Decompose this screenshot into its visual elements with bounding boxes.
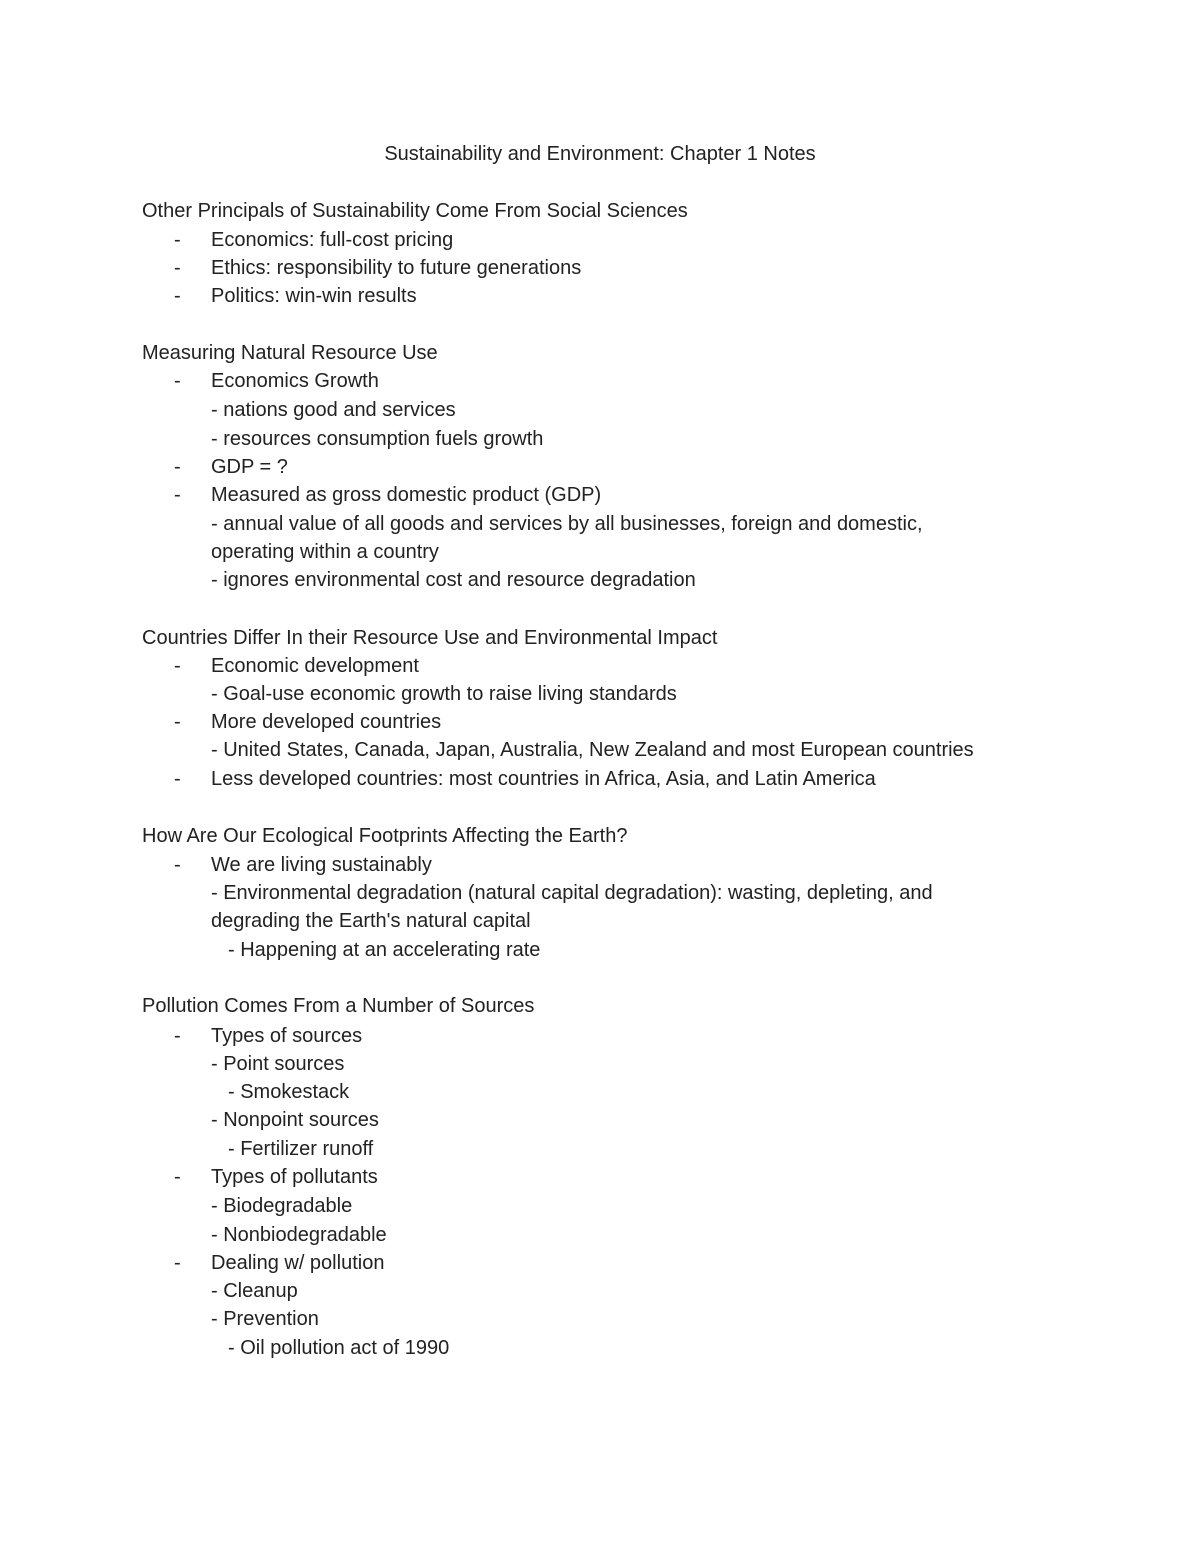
sub-bullet-item: - annual value of all goods and services by all businesses, foreign and domestic,	[211, 513, 923, 535]
bullet-item: Economics: full-cost pricing	[211, 229, 454, 251]
bullet-dash: -	[174, 1252, 181, 1274]
bullet-item: Economics Growth	[211, 370, 379, 392]
sub-bullet-item: - Point sources	[211, 1053, 345, 1075]
sub-bullet-continuation: degrading the Earth's natural capital	[211, 910, 531, 932]
sub-sub-bullet-item: - Fertilizer runoff	[228, 1138, 374, 1160]
bullet-item: We are living sustainably	[211, 854, 432, 876]
bullet-dash: -	[174, 655, 181, 677]
bullet-item: Politics: win-win results	[211, 285, 417, 307]
bullet-item: More developed countries	[211, 711, 442, 733]
bullet-dash: -	[174, 1025, 181, 1047]
section-heading: Countries Differ In their Resource Use and Environmental Impact	[142, 627, 718, 649]
bullet-dash: -	[174, 285, 181, 307]
sub-bullet-item: - Biodegradable	[211, 1195, 353, 1217]
bullet-dash: -	[174, 257, 181, 279]
sub-sub-bullet-item: - Oil pollution act of 1990	[228, 1337, 450, 1359]
sub-sub-bullet-item: - Smokestack	[228, 1081, 350, 1103]
bullet-dash: -	[174, 854, 181, 876]
section-heading: How Are Our Ecological Footprints Affecting the Earth?	[142, 825, 628, 847]
bullet-dash: -	[174, 370, 181, 392]
bullet-dash: -	[174, 711, 181, 733]
sub-bullet-item: - Nonbiodegradable	[211, 1224, 387, 1246]
bullet-item: Types of pollutants	[211, 1166, 378, 1188]
bullet-dash: -	[174, 484, 181, 506]
bullet-dash: -	[174, 768, 181, 790]
section-heading: Pollution Comes From a Number of Sources	[142, 995, 535, 1017]
section-heading: Other Principals of Sustainability Come From Social Sciences	[142, 200, 688, 222]
bullet-item: Measured as gross domestic product (GDP)	[211, 484, 602, 506]
bullet-item: Types of sources	[211, 1025, 363, 1047]
bullet-item: Economic development	[211, 655, 419, 677]
sub-bullet-item: - Cleanup	[211, 1280, 298, 1302]
section-heading: Measuring Natural Resource Use	[142, 342, 438, 364]
sub-bullet-item: - Nonpoint sources	[211, 1109, 379, 1131]
sub-bullet-item: - Environmental degradation (natural capital degradation): wasting, depleting, and	[211, 882, 933, 904]
bullet-dash: -	[174, 456, 181, 478]
sub-bullet-item: - ignores environmental cost and resource degradation	[211, 569, 696, 591]
bullet-item: Dealing w/ pollution	[211, 1252, 385, 1274]
sub-bullet-item: - Prevention	[211, 1308, 319, 1330]
bullet-dash: -	[174, 1166, 181, 1188]
bullet-item: Ethics: responsibility to future generations	[211, 257, 582, 279]
sub-sub-bullet-item: - Happening at an accelerating rate	[228, 939, 541, 961]
sub-bullet-item: - United States, Canada, Japan, Australia, New Zealand and most European countries	[211, 739, 974, 761]
page-title: Sustainability and Environment: Chapter 1 Notes	[384, 143, 816, 165]
sub-bullet-continuation: operating within a country	[211, 541, 439, 563]
bullet-item: GDP = ?	[211, 456, 288, 478]
sub-bullet-item: - nations good and services	[211, 399, 456, 421]
sub-bullet-item: - Goal-use economic growth to raise living standards	[211, 683, 677, 705]
bullet-dash: -	[174, 229, 181, 251]
sub-bullet-item: - resources consumption fuels growth	[211, 428, 544, 450]
bullet-item: Less developed countries: most countries in Africa, Asia, and Latin America	[211, 768, 876, 790]
